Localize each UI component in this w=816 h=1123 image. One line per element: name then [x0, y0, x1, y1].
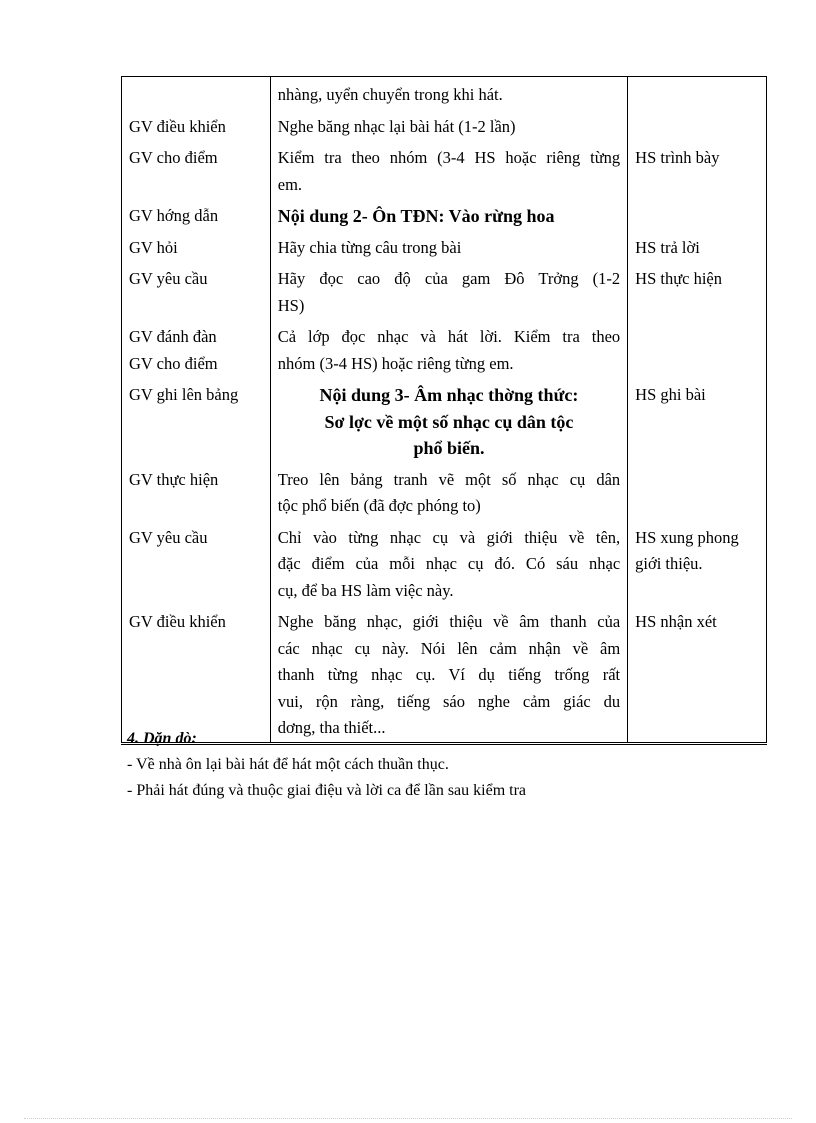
teacher-cell: GV điều khiển [129, 612, 226, 631]
content-cell [270, 198, 627, 230]
table-row [122, 198, 767, 230]
student-cell: HS trả lời [628, 230, 767, 262]
content-cell [270, 377, 627, 462]
section-heading: Nội dung 3- Âm nhạc thờng thức: [319, 385, 579, 405]
page-footer-divider [24, 1118, 792, 1119]
content-cell: Treo lên bảng tranh vẽ một số nhạc cụ dân tộc phổ biến (đã đợc phóng to) [270, 462, 627, 520]
teacher-cell: GV ghi lên bảng [129, 385, 239, 404]
teacher-cell: GV hỏi [129, 237, 178, 257]
table-row [122, 77, 767, 109]
table-row [122, 109, 767, 141]
teacher-cell: GV cho điểm [129, 148, 218, 167]
section-heading: Nội dung 2- Ôn TĐN: Vào rừng hoa [277, 206, 555, 226]
teacher-cell: GV yêu cầu [129, 527, 208, 547]
table-row [122, 520, 767, 605]
teacher-cell: GV đánh đàn GV cho điểm [129, 327, 218, 373]
content-cell: Hãy đọc cao độ của gam Đô Trởng (1-2 HS) [270, 261, 627, 319]
content-cell: nhàng, uyển chuyển trong khi hát. [270, 77, 627, 109]
teacher-cell [122, 77, 271, 109]
content-cell: Nghe băng nhạc, giới thiệu về âm thanh của các nhạc cụ này. Nói lên cảm nhận về âm thanh từng nhạc cụ. Ví dụ tiếng trống rất vui, rộn ràng, tiếng sáo nghe cảm giác du dơng, tha thiết... [270, 604, 627, 743]
homework-line: - Về nhà ôn lại bài hát để hát một cách thuần thục. [127, 756, 449, 773]
table-row [122, 462, 767, 520]
student-cell: HS xung phong giới thiệu. [628, 520, 767, 605]
homework-title: 4. Dặn dò: [127, 730, 197, 747]
homework-line: - Phải hát đúng và thuộc giai điệu và lời ca để lần sau kiểm tra [127, 782, 527, 799]
student-cell [628, 462, 767, 520]
table-row [122, 377, 767, 462]
student-cell [628, 319, 767, 377]
teacher-cell: GV điều khiển [129, 116, 226, 136]
section-heading: Sơ lợc về một số nhạc cụ dân tộc [324, 411, 574, 432]
student-cell [628, 109, 767, 141]
student-cell: HS thực hiện [628, 261, 767, 319]
homework-section [127, 726, 526, 804]
teacher-cell: GV thực hiện [129, 469, 219, 489]
table-row [122, 319, 767, 377]
student-cell: HS ghi bài [628, 377, 767, 462]
teacher-cell: GV hớng dẫn [129, 206, 219, 225]
table-row [122, 230, 767, 262]
student-cell: HS nhận xét [628, 604, 767, 743]
content-cell: Chỉ vào từng nhạc cụ và giới thiệu về tên, đặc điểm của mỗi nhạc cụ đó. Có sáu nhạc cụ, để ba HS làm việc này. [270, 520, 627, 605]
content-cell: Hãy chia từng câu trong bài [270, 230, 627, 262]
table-row [122, 261, 767, 319]
teacher-cell: GV yêu cầu [129, 269, 208, 288]
content-cell: Nghe băng nhạc lại bài hát (1-2 lần) [270, 109, 627, 141]
student-cell: HS trình bày [628, 140, 767, 198]
content-cell: Kiểm tra theo nhóm (3-4 HS hoặc riêng từng em. [270, 140, 627, 198]
table-row [122, 604, 767, 743]
student-cell [628, 77, 767, 109]
lesson-table [121, 76, 767, 745]
content-cell: Cả lớp đọc nhạc và hát lời. Kiểm tra theo nhóm (3-4 HS) hoặc riêng từng em. [270, 319, 627, 377]
student-cell [628, 198, 767, 230]
section-heading: phổ biến. [413, 438, 485, 458]
table-row [122, 140, 767, 198]
